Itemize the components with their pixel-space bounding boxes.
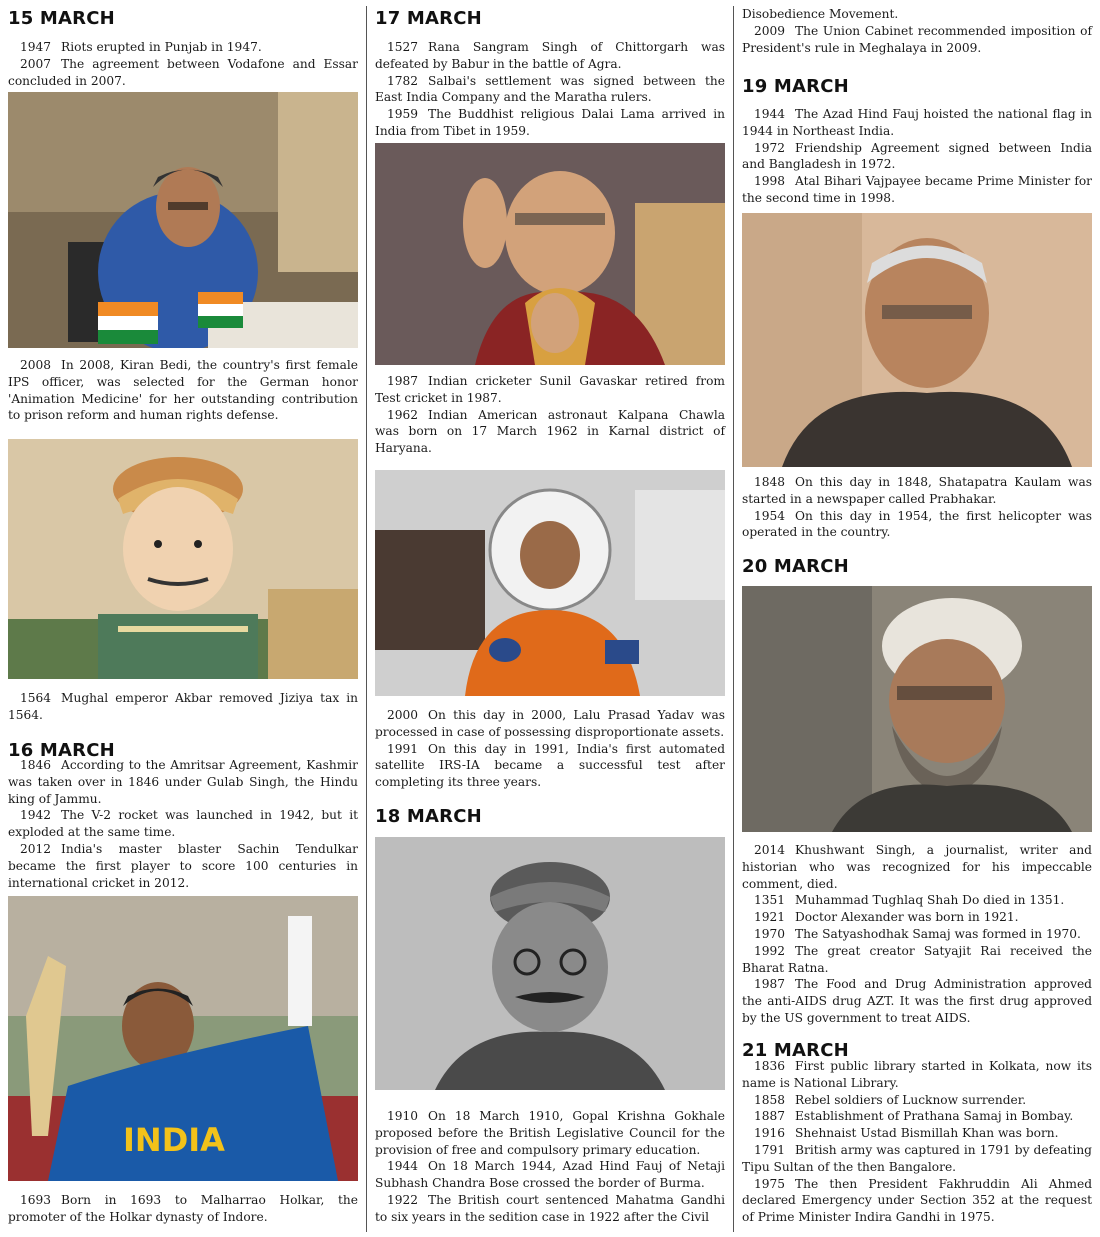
photo-kiran-bedi [8,92,358,348]
column-rule-2 [733,6,734,1232]
event-item: 2009 The Union Cabinet recommended imposition of President's rule in Meghalaya in 2009. [742,23,1092,55]
event-item: 2007 The agreement between Vodafone and Essar concluded in 2007. [8,56,358,88]
photo-kalpana-chawla [375,470,725,696]
heading-16-march: 16 MARCH [8,740,115,761]
event-item: 1987 Indian cricketer Sunil Gavaskar retired from Test cricket in 1987. [375,374,725,405]
event-item: 1944 The Azad Hind Fauj hoisted the national flag in 1944 in Northeast India. [742,107,1092,138]
events-15-march-a [8,39,358,89]
heading-20-march: 20 MARCH [742,556,849,577]
heading-17-march: 17 MARCH [375,8,482,29]
event-item: 2012 India's master blaster Sachin Tendulkar became the first player to score 100 centuries in international cricket in 2012. [8,841,358,890]
jersey-text: INDIA [123,1121,225,1159]
event-item: 1987 The Food and Drug Administration approved the anti-AIDS drug AZT. It was the first drug approved by the US government to treat AIDS. [742,977,1092,1025]
event-item: 1942 The V-2 rocket was launched in 1942, but it exploded at the same time. [8,808,358,840]
event-item: 1991 On this day in 1991, India's first automated satellite IRS-IA became a successful test after completing its three years. [375,741,725,790]
heading-18-march: 18 MARCH [375,806,482,827]
heading-19-march: 19 MARCH [742,76,849,97]
heading-21-march: 21 MARCH [742,1040,849,1061]
event-item: 1970 The Satyashodhak Samaj was formed in 1970. [754,926,1081,941]
photo-gopal-krishna-gokhale [375,837,725,1090]
event-item: 1351 Muhammad Tughlaq Shah Do died in 1351. [754,893,1065,908]
heading-15-march: 15 MARCH [8,8,115,29]
events-17-march-c [375,707,725,791]
events-20-march [742,842,1092,1027]
event-item: 1527 Rana Sangram Singh of Chittorgarh was defeated by Babur in the battle of Agra. [375,40,725,71]
events-18-march-continued [742,6,1092,56]
event-item: 1564 Mughal emperor Akbar removed Jiziya tax in 1564. [8,691,358,722]
events-16-march-a [8,757,358,891]
event-item: 1992 The great creator Satyajit Rai received the Bharat Ratna. [742,943,1092,975]
event-item: 1975 The then President Fakhruddin Ali Ahmed declared Emergency under Section 352 at the request of Prime Minister Indira Gandhi in 1975. [742,1176,1092,1225]
photo-khushwant-singh [742,586,1092,832]
events-19-march-b [742,474,1092,541]
events-15-march-b [8,357,358,424]
event-item: 1921 Doctor Alexander was born in 1921. [754,910,1019,925]
event-item: 2014 Khushwant Singh, a journalist, writer and historian who was recognized for his impeccable comment, died. [742,843,1092,891]
events-15-march-c [8,690,358,724]
events-16-march-b [8,1192,358,1226]
events-17-march-b [375,373,725,457]
event-item: 1858 Rebel soldiers of Lucknow surrender. [754,1092,1027,1107]
event-item: 2008 In 2008, Kiran Bedi, the country's first female IPS officer, was selected for the German honor 'Animation Medicine' for her outstanding contribution to prison reform and human rights defense. [8,358,358,423]
event-item: 1922 The British court sentenced Mahatma Gandhi to six years in the sedition case in 1922 after the Civil [375,1192,725,1224]
event-item: 1782 Salbai's settlement was signed between the East India Company and the Maratha rulers. [375,73,725,105]
event-item: 1954 On this day in 1954, the first helicopter was operated in the country. [742,508,1092,540]
event-item: 1947 Riots erupted in Punjab in 1947. [20,40,262,54]
event-item: 1791 British army was captured in 1791 by defeating Tipu Sultan of the then Bangalore. [742,1142,1092,1174]
event-item: 1972 Friendship Agreement signed between India and Bangladesh in 1972. [742,140,1092,172]
photo-akbar-painting [8,439,358,679]
event-item: 1944 On 18 March 1944, Azad Hind Fauj of Netaji Subhash Chandra Bose crossed the border of Burma. [375,1159,725,1191]
photo-sachin-tendulkar [8,896,358,1181]
event-item: 1848 On this day in 1848, Shatapatra Kaulam was started in a newspaper called Prabhakar. [742,475,1092,506]
events-19-march-a [742,106,1092,207]
event-item: 2000 On this day in 2000, Lalu Prasad Yadav was processed in case of possessing disproportionate assets. [375,708,725,739]
event-item: 1836 First public library started in Kolkata, now its name is National Library. [742,1059,1092,1090]
event-item: 1962 Indian American astronaut Kalpana Chawla was born on 17 March 1962 in Karnal district of Haryana. [375,407,725,456]
event-item: 1887 Establishment of Prathana Samaj in Bombay. [754,1109,1074,1124]
events-17-march-a [375,39,725,140]
event-item: 1910 On 18 March 1910, Gopal Krishna Gokhale proposed before the British Legislative Council for the provision of free and compulsory primary education. [375,1109,725,1157]
event-item: 1693 Born in 1693 to Malharrao Holkar, the promoter of the Holkar dynasty of Indore. [8,1193,358,1224]
event-item: 1998 Atal Bihari Vajpayee became Prime Minister for the second time in 1998. [742,174,1092,205]
event-item: 1846 According to the Amritsar Agreement, Kashmir was taken over in 1846 under Gulab Singh, the Hindu king of Jammu. [8,758,358,806]
events-18-march [375,1108,725,1226]
events-21-march [742,1058,1092,1226]
photo-atal-bihari-vajpayee [742,213,1092,467]
event-item: 1916 Shehnaist Ustad Bismillah Khan was born. [754,1126,1059,1141]
continued-text: Disobedience Movement. [742,7,899,21]
photo-dalai-lama [375,143,725,365]
column-rule-1 [366,6,367,1232]
event-item: 1959 The Buddhist religious Dalai Lama arrived in India from Tibet in 1959. [375,107,725,138]
